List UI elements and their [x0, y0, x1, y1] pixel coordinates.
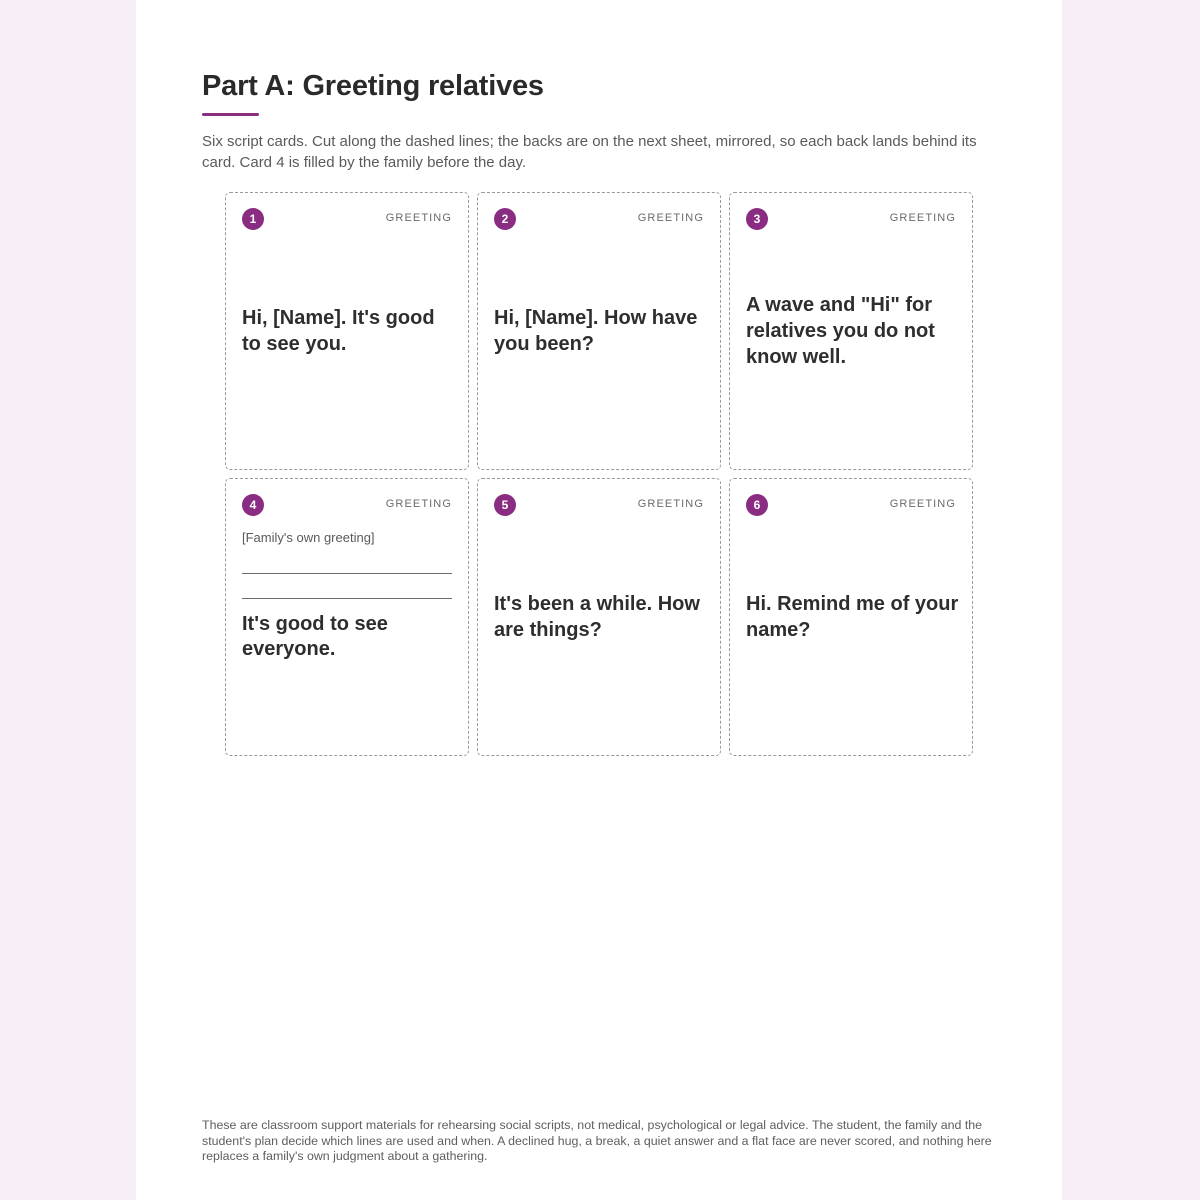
- card-category-tag: GREETING: [889, 498, 956, 510]
- script-card-6: [729, 478, 973, 756]
- title-underline: [202, 113, 259, 116]
- script-card-4: [225, 478, 469, 756]
- script-card-5: [477, 478, 721, 756]
- card-category-tag: GREETING: [637, 498, 704, 510]
- card-number-badge: 3: [746, 208, 768, 230]
- card-category-tag: GREETING: [385, 212, 452, 224]
- script-card-2: [477, 192, 721, 470]
- worksheet-page: [136, 0, 1062, 1200]
- card-script-text: It's been a while. How are things?: [494, 593, 700, 641]
- card-category-tag: GREETING: [889, 212, 956, 224]
- card-category-tag: GREETING: [637, 212, 704, 224]
- script-card-3: [729, 192, 973, 470]
- card-number-badge: 6: [746, 494, 768, 516]
- card-script-text: Hi, [Name]. How have you been?: [494, 307, 698, 355]
- card-number-badge: 5: [494, 494, 516, 516]
- card-script-text: A wave and "Hi" for relatives you do not know well.: [746, 294, 935, 368]
- page-title: Part A: Greeting relatives: [202, 70, 544, 102]
- intro-text: Six script cards. Cut along the dashed lines; the backs are on the next sheet, mirrored, so each back lands behind its card. Card 4 is filled by the family before the day.: [202, 133, 977, 171]
- card-number-badge: 4: [242, 494, 264, 516]
- card-number-badge: 2: [494, 208, 516, 230]
- card-category-tag: GREETING: [385, 498, 452, 510]
- fill-in-line-2[interactable]: [242, 598, 452, 599]
- card-script-text: It's good to see everyone.: [242, 613, 388, 660]
- disclaimer-text: These are classroom support materials for rehearsing social scripts, not medical, psychological or legal advice. The student, the family and the student's plan decide which lines are used and when. A declined hug, a break, a quiet answer and a flat face are never scored, and nothing here replaces a family's own judgment about a gathering.: [202, 1118, 992, 1163]
- fill-in-line-1[interactable]: [242, 573, 452, 574]
- fill-in-label: [Family's own greeting]: [242, 530, 375, 545]
- card-grid: [225, 192, 973, 756]
- card-script-text: Hi. Remind me of your name?: [746, 593, 959, 641]
- card-script-text: Hi, [Name]. It's good to see you.: [242, 307, 435, 355]
- card-number-badge: 1: [242, 208, 264, 230]
- script-card-1: [225, 192, 469, 470]
